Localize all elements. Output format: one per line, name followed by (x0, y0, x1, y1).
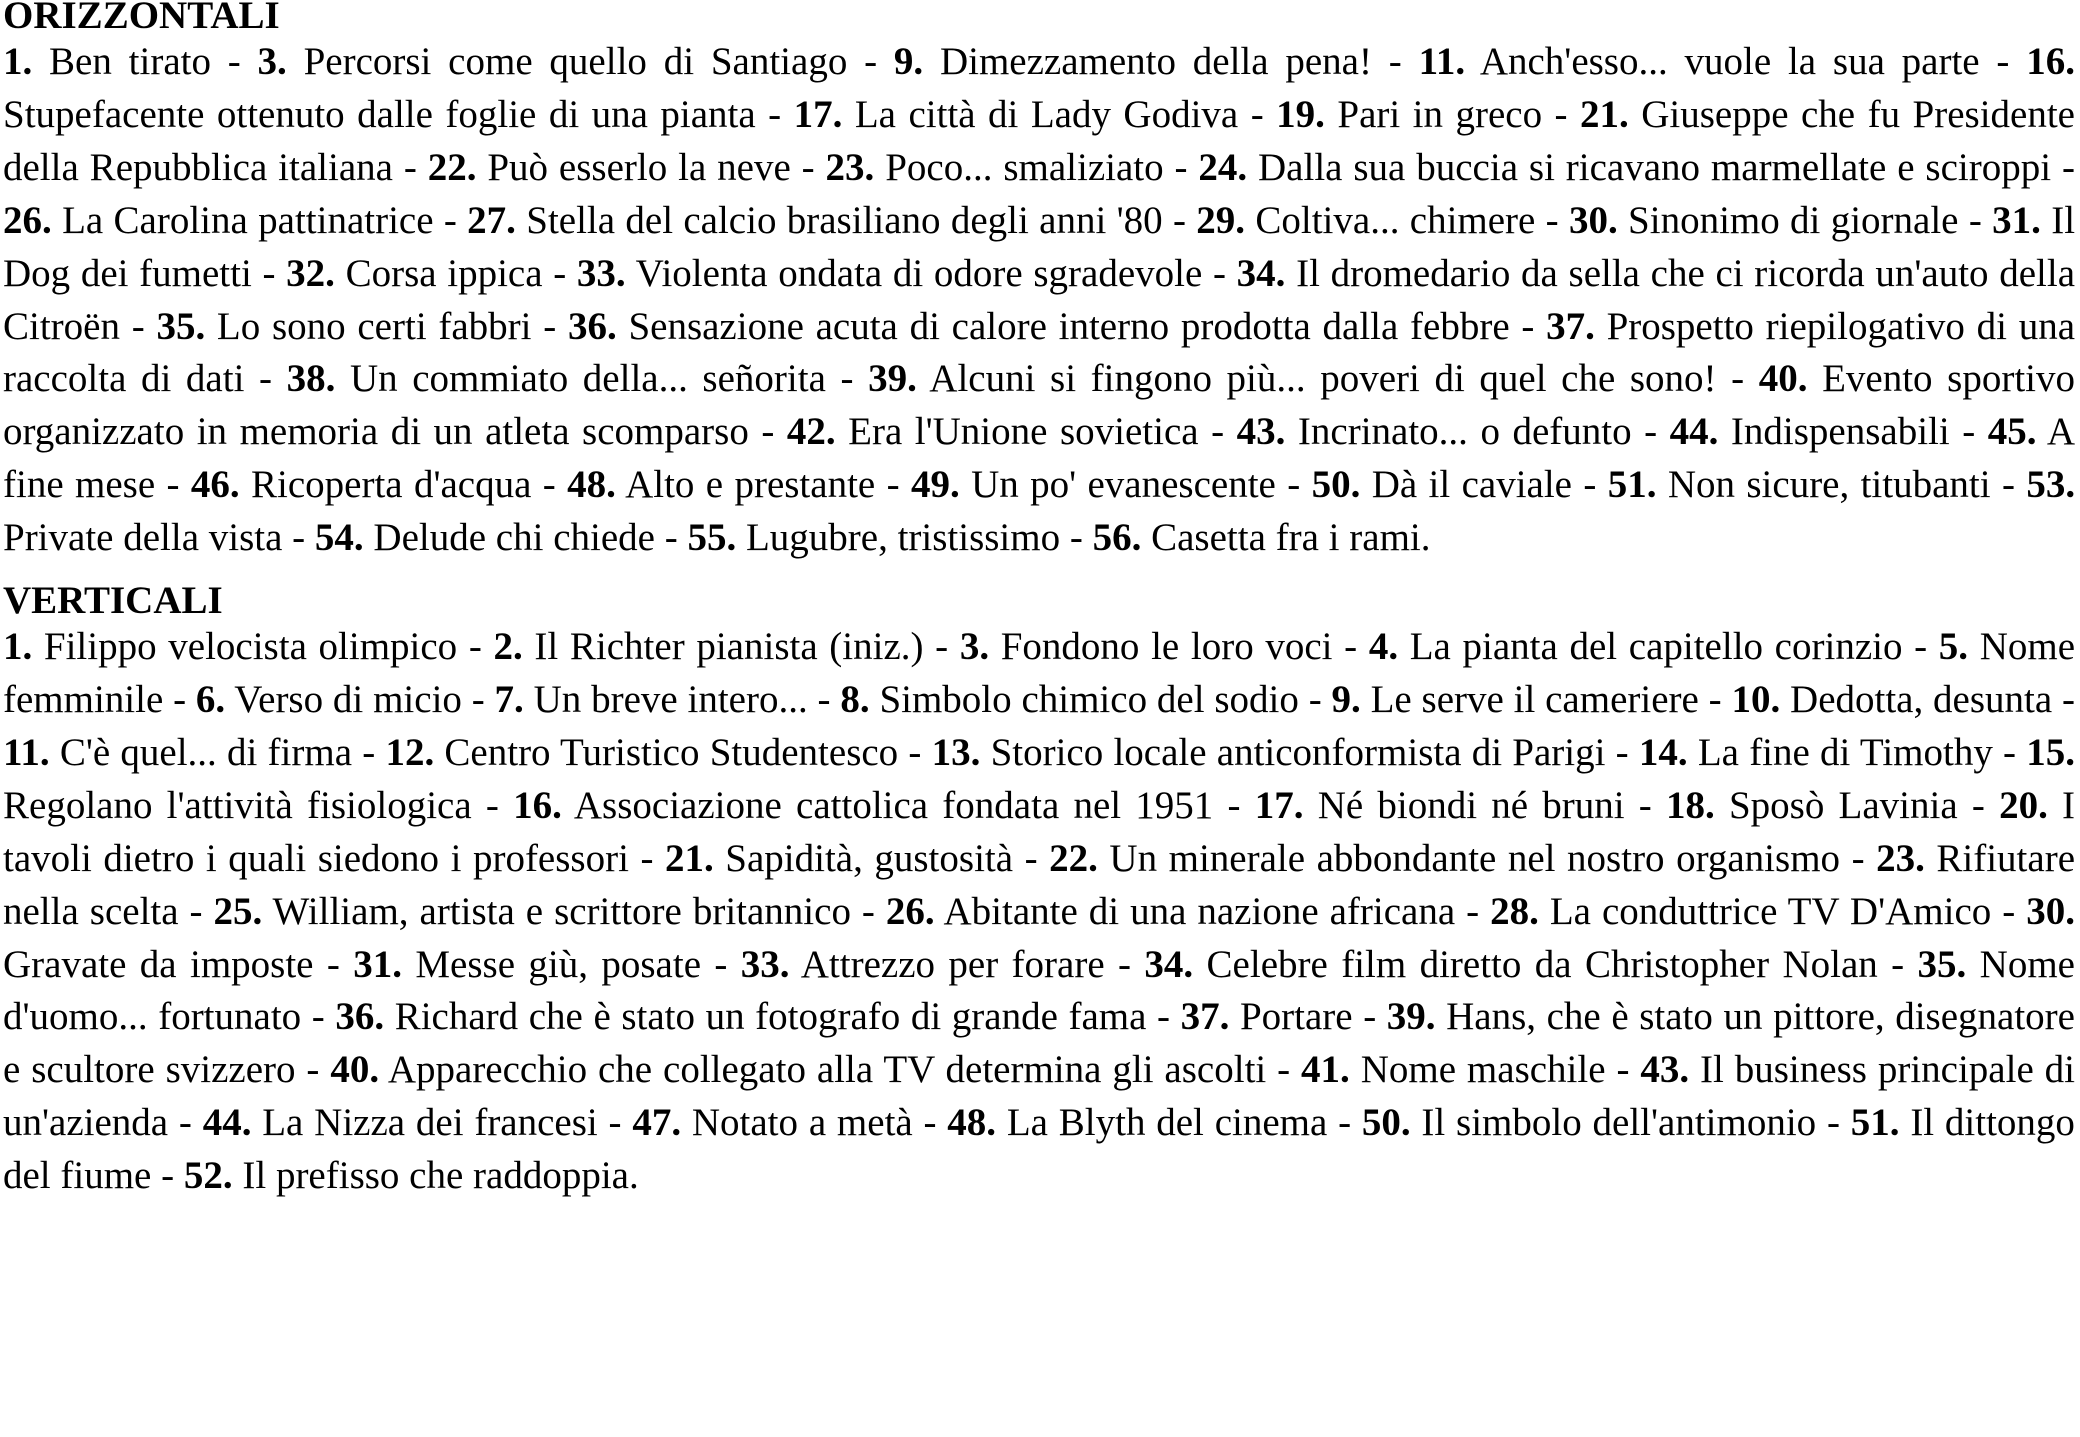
clue-text: Non sicure, titubanti (1667, 463, 1991, 507)
clue-number: 37. (1180, 995, 1230, 1039)
clue-text: Nome d'uomo... fortunato (3, 942, 2075, 1039)
clue-number: 32. (286, 251, 335, 295)
clue-text: Ricoperta d'acqua (250, 463, 532, 507)
clue-text: Rifiutare nella scelta (3, 836, 2076, 933)
clue-number: 39. (1386, 995, 1436, 1039)
clue-number: 17. (793, 92, 843, 136)
clue-text: Dimezzamento della pena! (939, 40, 1372, 83)
clue-text: Delude chi chiede (373, 516, 655, 560)
clue-item (1301, 1048, 1606, 1091)
clue-text: Fondono le loro voci (1000, 625, 1333, 669)
clue-item (1639, 731, 1993, 774)
clue-item (184, 1154, 639, 1197)
clue-text: Un breve intero... (533, 677, 808, 721)
clue-item (287, 357, 826, 400)
clue-text: Il dittongo del fiume (3, 1101, 2075, 1198)
clue-number: 23. (1876, 836, 1925, 880)
clue-item (385, 731, 898, 774)
clue-text: Nome maschile (1360, 1048, 1606, 1092)
clue-text: Richard che è stato un fotografo di grande fama (394, 995, 1147, 1039)
clue-text: La Blyth del cinema (1006, 1101, 1328, 1145)
clue-number: 25. (213, 889, 263, 933)
clue-number: 27. (467, 198, 516, 242)
clue-item (1093, 516, 1431, 559)
clue-item (428, 146, 791, 189)
clue-number: 36. (567, 304, 617, 348)
clue-number: 20. (1999, 783, 2048, 827)
clue-number: 44. (1669, 410, 1719, 454)
clue-text: Portare (1239, 995, 1353, 1039)
clue-text: Alcuni si fingono più... poveri di quel che sono! (929, 357, 1717, 401)
clue-item (214, 890, 851, 933)
clue-text: Ben tirato (49, 40, 211, 83)
clue-text: Il Richter pianista (iniz.) (534, 625, 924, 669)
clue-text: Private della vista (3, 516, 283, 560)
clue-text: Il dromedario da sella che ci ricorda un'auto della Citroën (3, 251, 2076, 348)
clue-number: 53. (2026, 463, 2076, 507)
clue-text: Filippo velocista olimpico (43, 625, 458, 669)
clue-item (156, 305, 531, 348)
clue-item (513, 784, 1213, 827)
clue-number: 8. (840, 677, 870, 721)
crossword-clues-page (3, 0, 2075, 1203)
clue-number: 35. (1917, 942, 1967, 986)
clue-number: 5. (1938, 625, 1969, 669)
clue-item (868, 357, 1716, 400)
clue-text: Percorsi come quello di Santiago (303, 40, 848, 83)
clue-number: 51. (1850, 1101, 1900, 1145)
clue-text: Il prefisso che raddoppia. (242, 1154, 639, 1198)
clue-item (1362, 1101, 1816, 1144)
clue-text: Regolano l'attività fisiologica (3, 783, 472, 827)
clue-text: La fine di Timothy (1697, 730, 1993, 774)
clue-text: La conduttrice TV D'Amico (1549, 889, 1992, 933)
clue-text: Corsa ippica (345, 251, 543, 295)
clue-number: 11. (3, 730, 50, 774)
clue-text: A fine mese (3, 410, 2076, 507)
clue-number: 11. (1418, 40, 1466, 83)
clue-number: 4. (1368, 625, 1399, 669)
clue-item (3, 40, 211, 83)
clue-number: 18. (1666, 783, 1715, 827)
clue-number: 40. (1758, 357, 1808, 401)
clue-text: Dedotta, desunta (1790, 677, 2053, 721)
clue-item (567, 463, 875, 506)
clue-item (687, 516, 1060, 559)
clue-number: 29. (1196, 198, 1246, 242)
orizzontali-clues: 1. Ben tirato - 3. Percorsi come quello di Santiago - 9. Dimezzamento della pena! - 11. Anch'esso... vuole la sua parte - 16. Stupefacente ottenuto dalle foglie di una pianta - 17. La città di Lady Godiva - 19. Pari in greco - 21. Giuseppe che fu Presidente della Repubblica italiana - 22. Può esserlo la neve - 23. Poco... smaliziato - 24. Dalla sua buccia si ricavano marmellate e sciroppi - 26. La Carolina pattinatrice - 27. Stella del calcio brasiliano degli anni '80 - 29. Coltiva... chimere - 30. Sinonimo di giornale - 31. Il Dog dei fumetti - 32. Corsa ippica - 33. Violenta ondata di odore sgradevole - 34. Il dromedario da sella che ci ricorda un'auto della Citroën - 35. Lo sono certi fabbri - 36. Sensazione acuta di calore interno prodotta dalla febbre - 37. Prospetto riepilogativo di una raccolta di dati - 38. Un commiato della... señorita - 39. Alcuni si fingono più... poveri di quel che sono! - 40. Evento sportivo organizzato in memoria di un atleta scomparso - 42. Era l'Unione sovietica - 43. Incrinato... o defunto - 44. Indispensabili - 45. A fine mese - 46. Ricoperta d'acqua - 48. Alto e prestante - 49. Un po' evanescente - 50. Dà il caviale - 51. Non sicure, titubanti - 53. Private della vista - 54. Delude chi chiede - 55. Lugubre, tristissimo - 56. Casetta fra i rami. (3, 40, 2076, 560)
clue-text: Casetta fra i rami. (1151, 516, 1431, 560)
clue-number: 23. (825, 145, 875, 189)
clue-item (467, 199, 1162, 242)
clue-number: 30. (2026, 889, 2075, 933)
clue-item (932, 731, 1606, 774)
clue-text: Violenta ondata di odore sgradevole (635, 251, 1203, 295)
clue-text: Incrinato... o defunto (1297, 410, 1632, 454)
clue-text: Il Dog dei fumetti (3, 198, 2076, 295)
clue-number: 40. (330, 1048, 380, 1092)
clue-text: Prospetto riepilogativo di una raccolta di dati (3, 304, 2076, 401)
clue-text: Un po' evanescente (971, 463, 1276, 507)
clue-item (1369, 625, 1903, 668)
clue-text: Il business principale di un'azienda (3, 1048, 2075, 1145)
clue-number: 38. (286, 357, 336, 401)
clue-text: Messe giù, posate (415, 942, 702, 986)
clue-item (1670, 410, 1950, 453)
clue-number: 21. (664, 836, 714, 880)
clue-number: 39. (868, 357, 917, 401)
clue-item (3, 731, 352, 774)
clue-item (191, 463, 532, 506)
clue-item (894, 40, 1372, 83)
clue-number: 43. (1236, 410, 1286, 454)
clue-text: Le serve il cameriere (1370, 677, 1699, 721)
clue-text: Un commiato della... señorita (349, 357, 826, 401)
clue-item (1181, 995, 1353, 1038)
clue-number: 21. (1580, 92, 1629, 136)
clue-text: Hans, che è stato un pittore, disegnatore e scultore svizzero (3, 995, 2075, 1092)
clue-item (741, 943, 1105, 986)
clue-number: 37. (1546, 304, 1595, 348)
clue-item (1255, 784, 1625, 827)
clue-item (1419, 40, 1980, 83)
clue-text: Sinonimo di giornale (1628, 198, 1959, 242)
clue-item (196, 678, 462, 721)
clue-text: Dà il caviale (1371, 463, 1572, 507)
clue-number: 22. (1049, 836, 1098, 880)
clue-item (794, 93, 1239, 136)
clue-number: 41. (1301, 1048, 1350, 1092)
clue-number: 28. (1490, 889, 1539, 933)
clue-text: Dalla sua buccia si ricavano marmellate e sciroppi (1258, 145, 2052, 189)
clue-item (353, 943, 701, 986)
clue-item (1666, 784, 1958, 827)
clue-number: 51. (1607, 463, 1657, 507)
clue-item (568, 305, 1510, 348)
clue-number: 43. (1640, 1048, 1690, 1092)
clue-text: La pianta del capitello corinzio (1409, 625, 1903, 669)
clue-item (1312, 463, 1572, 506)
clue-text: La città di Lady Godiva (854, 92, 1239, 136)
clue-number: 33. (576, 251, 626, 295)
clue-number: 54. (314, 516, 364, 560)
clue-number: 35. (156, 304, 206, 348)
clue-number: 55. (687, 516, 737, 560)
clue-item (632, 1101, 912, 1144)
clue-text: Associazione cattolica fondata nel 1951 (573, 783, 1214, 827)
clue-item (947, 1101, 1327, 1144)
clue-number: 9. (1331, 677, 1361, 721)
clue-text: Sensazione acuta di calore interno prodotta dalla febbre (628, 304, 1510, 348)
orizzontali-heading: ORIZZONTALI (3, 0, 280, 37)
clue-text: Anch'esso... vuole la sua parte (1479, 40, 1980, 83)
clue-number: 15. (2026, 730, 2076, 774)
clue-text: Centro Turistico Studentesco (444, 730, 899, 774)
clue-item (911, 463, 1276, 506)
verticali-heading: VERTICALI (3, 579, 223, 623)
clue-number: 42. (786, 410, 836, 454)
clue-number: 31. (353, 942, 402, 986)
clue-text: Sapidità, gustosità (725, 836, 1014, 880)
clue-number: 46. (190, 463, 240, 507)
clue-text: Gravate da imposte (3, 942, 314, 986)
clue-number: 3. (959, 625, 990, 669)
clue-number: 12. (385, 730, 435, 774)
clue-number: 19. (1276, 92, 1325, 136)
clue-number: 17. (1254, 783, 1304, 827)
clue-text: Il simbolo dell'antimonio (1421, 1101, 1817, 1145)
clue-number: 16. (513, 783, 562, 827)
clue-number: 2. (493, 625, 523, 669)
clue-number: 1. (3, 625, 33, 669)
clue-number: 56. (1092, 516, 1142, 560)
clue-number: 26. (3, 198, 52, 242)
clue-text: Lo sono certi fabbri (216, 304, 532, 348)
clue-number: 34. (1236, 251, 1286, 295)
clue-number: 3. (257, 40, 287, 83)
clue-number: 6. (195, 677, 226, 721)
clue-text: Coltiva... chimere (1255, 198, 1536, 242)
clue-item (1569, 199, 1959, 242)
clue-number: 48. (567, 463, 616, 507)
clue-text: La Carolina pattinatrice (62, 198, 434, 242)
clue-number: 26. (885, 889, 935, 933)
clue-text: William, artista e scrittore britannico (272, 889, 851, 933)
clue-number: 34. (1144, 942, 1194, 986)
clue-text: Evento sportivo organizzato in memoria di un atleta scomparso (3, 357, 2075, 454)
clue-item (3, 625, 457, 668)
clue-number: 44. (202, 1101, 252, 1145)
clue-text: Né biondi né bruni (1317, 783, 1625, 827)
clue-item (495, 678, 808, 721)
clue-item (577, 252, 1202, 295)
clue-number: 10. (1731, 677, 1781, 721)
clue-text: Verso di micio (234, 677, 462, 721)
clue-number: 22. (427, 145, 477, 189)
clue-number: 49. (910, 463, 960, 507)
clue-item (1276, 93, 1542, 136)
clue-text: Pari in greco (1337, 92, 1543, 136)
clue-text: Giuseppe che fu Presidente della Repubblica italiana (3, 92, 2075, 189)
clue-text: Stella del calcio brasiliano degli anni '80 (526, 198, 1163, 242)
clue-item (1196, 199, 1535, 242)
clue-item (1608, 463, 1991, 506)
clue-item (494, 625, 924, 668)
clue-text: Alto e prestante (625, 463, 876, 507)
clue-item (203, 1101, 598, 1144)
clue-text: Storico locale anticonformista di Parigi (990, 730, 1606, 774)
clue-item (1490, 890, 1991, 933)
clue-item (826, 146, 1164, 189)
clue-item (1237, 410, 1632, 453)
clue-text: I tavoli dietro i quali siedono i professori (3, 783, 2076, 880)
clue-item (330, 1048, 1266, 1091)
clue-item (840, 678, 1299, 721)
clue-number: 45. (1987, 410, 2037, 454)
clue-item (1144, 943, 1877, 986)
clue-number: 30. (1568, 198, 1618, 242)
clue-item (1731, 678, 2052, 721)
clue-number: 24. (1198, 145, 1248, 189)
clue-number: 52. (183, 1154, 233, 1198)
clue-item (286, 252, 542, 295)
clue-number: 50. (1361, 1101, 1411, 1145)
clue-item (886, 890, 1455, 933)
clue-item (3, 199, 434, 242)
clue-item (258, 40, 848, 83)
clue-text: Stupefacente ottenuto dalle foglie di una pianta (3, 92, 756, 136)
clue-text: Sposò Lavinia (1728, 783, 1958, 827)
clue-number: 1. (3, 40, 33, 83)
clue-text: Era l'Unione sovietica (848, 410, 1199, 454)
clue-text: Apparecchio che collegato alla TV determina gli ascolti (387, 1048, 1267, 1092)
clue-text: Simbolo chimico del sodio (879, 677, 1299, 721)
clue-text: Notato a metà (691, 1101, 913, 1145)
clue-text: Abitante di una nazione africana (943, 889, 1456, 933)
clue-text: Attrezzo per forare (800, 942, 1105, 986)
clue-text: C'è quel... di firma (59, 730, 353, 774)
clue-text: La Nizza dei francesi (262, 1101, 598, 1145)
verticali-clues: 1. Filippo velocista olimpico - 2. Il Richter pianista (iniz.) - 3. Fondono le loro voci - 4. La pianta del capitello corinzio - 5. Nome femminile - 6. Verso di micio - 7. Un breve intero... - 8. Simbolo chimico del sodio - 9. Le serve il cameriere - 10. Dedotta, desunta - 11. C'è quel... di firma - 12. Centro Turistico Studentesco - 13. Storico locale anticonformista di Parigi - 14. La fine di Timothy - 15. Regolano l'attività fisiologica - 16. Associazione cattolica fondata nel 1951 - 17. Né biondi né bruni - 18. Sposò Lavinia - 20. I tavoli dietro i quali siedono i professori - 21. Sapidità, gustosità - 22. Un minerale abbondante nel nostro organismo - 23. Rifiutare nella scelta - 25. William, artista e scrittore britannico - 26. Abitante di una nazione africana - 28. La conduttrice TV D'Amico - 30. Gravate da imposte - 31. Messe giù, posate - 33. Attrezzo per forare - 34. Celebre film diretto da Christopher Nolan - 35. Nome d'uomo... fortunato - 36. Richard che è stato un fotografo di grande fama - 37. Portare - 39. Hans, che è stato un pittore, disegnatore e scultore svizzero - 40. Apparecchio che collegato alla TV determina gli ascolti - 41. Nome maschile - 43. Il business principale di un'azienda - 44. La Nizza dei francesi - 47. Notato a metà - 48. La Blyth del cinema - 50. Il simbolo dell'antimonio - 51. Il dittongo del fiume - 52. Il prefisso che raddoppia. (3, 625, 2076, 1198)
clue-number: 48. (947, 1101, 997, 1145)
clue-item (960, 625, 1333, 668)
clue-number: 47. (632, 1101, 682, 1145)
clue-item (1332, 678, 1699, 721)
clue-number: 50. (1311, 463, 1361, 507)
clue-number: 14. (1638, 730, 1688, 774)
clue-text: Nome femminile (3, 625, 2075, 721)
clue-number: 33. (740, 942, 790, 986)
clue-number: 36. (335, 995, 385, 1039)
clue-item (1049, 837, 1840, 880)
clue-text: Poco... smaliziato (885, 145, 1164, 189)
clue-item (665, 837, 1013, 880)
clue-text: Indispensabili (1730, 410, 1950, 454)
clue-text: Lugubre, tristissimo (745, 516, 1061, 560)
clue-item (315, 516, 655, 559)
clue-item (1198, 146, 2051, 189)
clue-item (787, 410, 1199, 453)
clue-number: 31. (1992, 198, 2041, 242)
clue-number: 13. (931, 730, 981, 774)
clue-text: Un minerale abbondante nel nostro organismo (1109, 836, 1841, 880)
clue-text: Può esserlo la neve (487, 145, 791, 189)
clue-item (335, 995, 1146, 1038)
clue-text: Celebre film diretto da Christopher Nolan (1206, 942, 1878, 986)
clue-number: 16. (2026, 40, 2075, 83)
clue-number: 9. (893, 40, 924, 83)
clue-number: 7. (494, 677, 524, 721)
